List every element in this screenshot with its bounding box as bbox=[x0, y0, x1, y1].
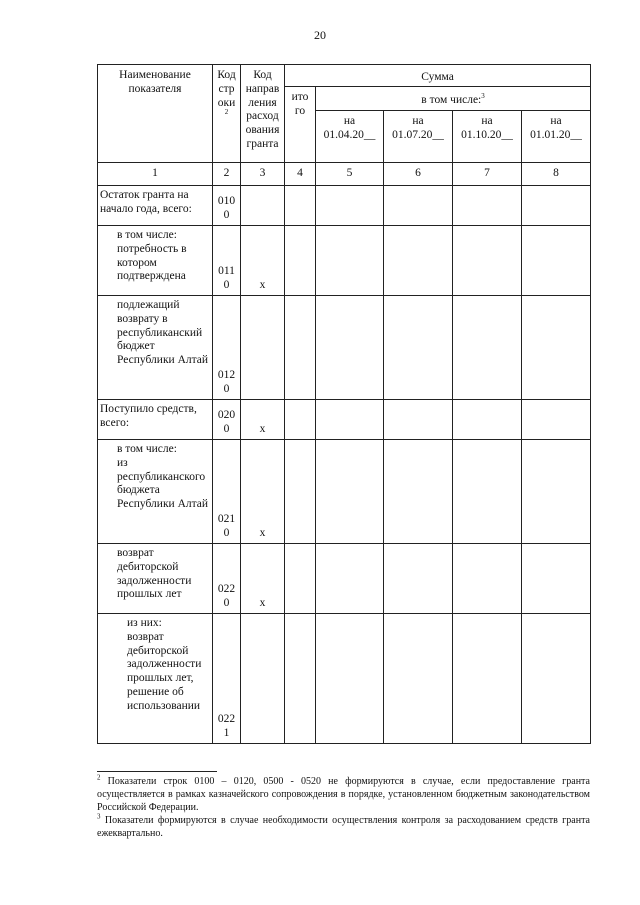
footnote-3 bbox=[97, 814, 590, 840]
col-number: 8 bbox=[522, 163, 591, 186]
col-number: 6 bbox=[384, 163, 453, 186]
row-amount-cell bbox=[522, 296, 591, 400]
row-direction-code bbox=[241, 614, 285, 744]
row-direction-code: x bbox=[241, 544, 285, 614]
row-amount-cell bbox=[316, 186, 384, 226]
row-direction-code: x bbox=[241, 440, 285, 544]
row-amount-cell bbox=[316, 296, 384, 400]
header-period-q4: на 01.01.20__ bbox=[522, 111, 591, 163]
header-period-q1: на 01.04.20__ bbox=[316, 111, 384, 163]
row-amount-cell bbox=[316, 544, 384, 614]
col-number: 7 bbox=[453, 163, 522, 186]
col-number: 1 bbox=[98, 163, 213, 186]
row-amount-cell bbox=[316, 400, 384, 440]
row-amount-cell bbox=[285, 186, 316, 226]
header-period-q2: на 01.07.20__ bbox=[384, 111, 453, 163]
row-code: 011 0 bbox=[213, 226, 241, 296]
row-name: возврат дебиторской задолженности прошлых лет bbox=[98, 544, 213, 614]
footnote-ref-2: 2 bbox=[224, 108, 229, 117]
table-body bbox=[98, 186, 591, 744]
row-amount-cell bbox=[384, 400, 453, 440]
row-name: подлежащий возврату в республиканский бюджет Республики Алтай bbox=[98, 296, 213, 400]
row-direction-code: x bbox=[241, 400, 285, 440]
row-direction-code: x bbox=[241, 226, 285, 296]
row-amount-cell bbox=[384, 614, 453, 744]
row-amount-cell bbox=[453, 400, 522, 440]
row-amount-cell bbox=[316, 614, 384, 744]
row-amount-cell bbox=[522, 614, 591, 744]
footnote-mark: 2 bbox=[97, 773, 101, 782]
row-amount-cell bbox=[285, 400, 316, 440]
table-row bbox=[98, 226, 591, 296]
row-amount-cell bbox=[384, 226, 453, 296]
row-code: 020 0 bbox=[213, 400, 241, 440]
header-direction: Код направ ления расход ования гранта bbox=[241, 65, 285, 163]
row-code: 021 0 bbox=[213, 440, 241, 544]
row-code: 022 0 bbox=[213, 544, 241, 614]
row-name: Поступило средств, всего: bbox=[98, 400, 213, 440]
row-direction-code bbox=[241, 296, 285, 400]
header-name: Наименование показателя bbox=[98, 65, 213, 163]
header-code bbox=[213, 65, 241, 163]
report-table bbox=[97, 64, 591, 744]
row-amount-cell bbox=[453, 544, 522, 614]
footnote-separator bbox=[97, 771, 217, 772]
row-amount-cell bbox=[316, 226, 384, 296]
table-row bbox=[98, 400, 591, 440]
row-direction-code bbox=[241, 186, 285, 226]
row-amount-cell bbox=[453, 440, 522, 544]
col-number: 3 bbox=[241, 163, 285, 186]
table-row bbox=[98, 544, 591, 614]
table-row bbox=[98, 296, 591, 400]
col-number: 4 bbox=[285, 163, 316, 186]
row-amount-cell bbox=[384, 440, 453, 544]
row-amount-cell bbox=[285, 226, 316, 296]
row-name: в том числе: из республиканского бюджета Республики Алтай bbox=[98, 440, 213, 544]
page-number: 20 bbox=[314, 28, 326, 42]
row-amount-cell bbox=[522, 400, 591, 440]
row-amount-cell bbox=[453, 186, 522, 226]
footnote-ref-3: 3 bbox=[481, 91, 485, 100]
row-amount-cell bbox=[453, 226, 522, 296]
table-row bbox=[98, 186, 591, 226]
header-including bbox=[316, 87, 591, 111]
row-amount-cell bbox=[285, 544, 316, 614]
footnote-text: Показатели строк 0100 – 0120, 0500 - 0520 не формируются в случае, если предоставление гранта осуществляется в рамках казначейского сопровождения в порядке, установленном бюджетным законодательством Российской Федерации. bbox=[97, 776, 590, 813]
row-amount-cell bbox=[285, 614, 316, 744]
row-amount-cell bbox=[285, 296, 316, 400]
col-number: 5 bbox=[316, 163, 384, 186]
row-amount-cell bbox=[285, 440, 316, 544]
row-amount-cell bbox=[522, 440, 591, 544]
row-amount-cell bbox=[522, 544, 591, 614]
row-amount-cell bbox=[384, 544, 453, 614]
row-code: 010 0 bbox=[213, 186, 241, 226]
col-number: 2 bbox=[213, 163, 241, 186]
row-amount-cell bbox=[316, 440, 384, 544]
row-name: в том числе: потребность в котором подтверждена bbox=[98, 226, 213, 296]
row-code: 012 0 bbox=[213, 296, 241, 400]
row-amount-cell bbox=[522, 226, 591, 296]
row-amount-cell bbox=[384, 186, 453, 226]
row-name: из них: возврат дебиторской задолженности прошлых лет, решение об использовании bbox=[98, 614, 213, 744]
header-total: ито го bbox=[285, 87, 316, 163]
row-amount-cell bbox=[522, 186, 591, 226]
footnotes bbox=[97, 775, 590, 840]
header-including-label: в том числе: bbox=[421, 93, 482, 106]
row-amount-cell bbox=[384, 296, 453, 400]
row-name: Остаток гранта на начало года, всего: bbox=[98, 186, 213, 226]
header-sum: Сумма bbox=[285, 65, 591, 87]
row-amount-cell bbox=[453, 614, 522, 744]
footnote-2 bbox=[97, 775, 590, 814]
table-row bbox=[98, 614, 591, 744]
table-row bbox=[98, 440, 591, 544]
header-code-label: Код стр оки bbox=[217, 69, 236, 109]
footnote-text: Показатели формируются в случае необходимости осуществления контроля за расходованием средств гранта ежеквартально. bbox=[97, 815, 590, 839]
row-code: 022 1 bbox=[213, 614, 241, 744]
header-period-q3: на 01.10.20__ bbox=[453, 111, 522, 163]
row-amount-cell bbox=[453, 296, 522, 400]
footnote-mark: 3 bbox=[97, 812, 101, 821]
